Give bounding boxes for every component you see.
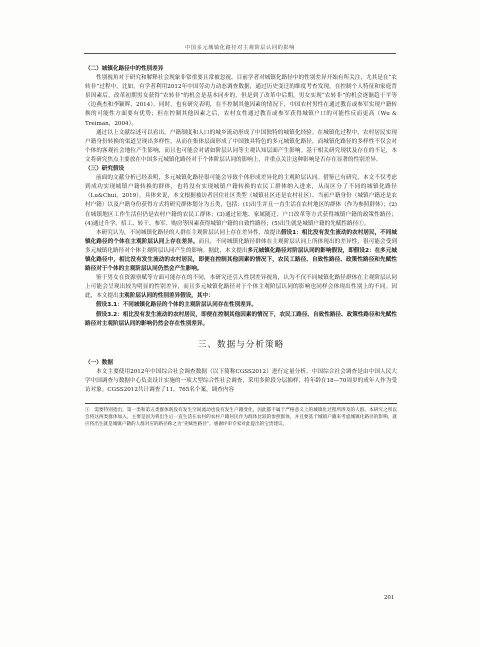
paragraph-data: 本文主要使用2012年中国综合社会调查数据（以下简称CGSS2012）进行定量分析。中国综合社会调查是由中国人民大学中国调查与数据中心负责设计实施的一项大型综合性社会调查，采用多阶段分层抽样，将年龄在18—70周岁的成年人作为受访对象。CGSS2012共计调查了11，765名个案，调查内容 [85, 368, 397, 393]
running-head: 中国多元城镇化路径对主观阶层认同的影响 [185, 45, 295, 51]
page-number: 201 [384, 595, 395, 601]
paragraph-hypotheses-1-2 [85, 229, 397, 274]
section-heading-data-strategy: 三、数据与分析策略 [197, 339, 285, 350]
paragraph-literature-summary: 通过以上文献综述可以看出，户籍制度和人口的城乡流动形成了中国独特的城镇化经验。在城镇化过程中，农村居民实现户籍身份转换的渠道呈现出多样性，从而在集体层面形成了中国独具特色的多元城镇化路径，而城镇化路径的多样性不仅会对个体的客观社会地位产生影响，而且也可能会对诸如阶层认同等主观认知层面产生影响。基于相关研究现状及存在的不足，本文将研究焦点主要放在中国多元城镇化路径对于个体阶层认同的影响上，并重点关注这种影响是否存在显著的性别差异。 [85, 129, 397, 163]
hypothesis-3-2: 假设3.2：相比没有发生流动的农村居民，即便在控制其他因素的情况下，农民工路径、自致性路径、政策性路径和先赋性路径对主观阶层认同的影响仍然会存在性别差异。 [85, 311, 397, 327]
paragraph-gender-hypotheses [85, 274, 397, 301]
subsection-heading-data: （一）数据 [85, 359, 113, 366]
paragraph-gender-literature: 性别视角对于研究和解释社会现象非常重要且常被忽视。目前学者对城镇化路径中的性别差异开始有所关注，尤其是在“农转非”过程中。比如，有学者利用2012年中国劳动力动态调查数据，通过历史变迁的维度考查发现，在控制个人特征和家庭背景因素后，改革初期男女获得“农转非”的机会是基本同步的，但是到了改革中后期，男女实现“农转非”的机会逐渐趋于平等（边燕杰和李颖晖，2014）。同时，也有研究表明，在不控制其他因素的情况下，中国农村男性在通过教育或参军实现户籍转换的可能性方面要有优势；但在控制其他因素之后，农村女性通过教育或参军获得城镇户口的可能性反而更高（Wu & Treiman，2004）。 [85, 75, 397, 127]
footnote-1: ① 需要特别指出，第一类和第五类群体既没有发生空间流动也没有发生户籍变化，因此都不属于严格意义上的城镇化过程所涉及的人群。本研究之所以会将这两类群体加入，主要是因为将出生后一直生活在农村的农村户籍居民作为群体比较的参照群体，并且要基于城镇户籍来考虑城镇化路径的影响，就应将出生就是城镇户籍的人群对应的路径称之为“先赋性路径”。感谢评审专家对此提出的宝贵建议。 [85, 408, 397, 428]
hyp-intro-text: 本研究认为，不同城镇化路径的人群在主观阶层认同上存在差异性，故提出 [96, 229, 281, 236]
hypothesis-1: 假设1：相比没有发生流动的农村居民，不同城镇化路径的个体在主观阶层认同上存在差异。 [85, 229, 397, 245]
hypothesis-2: 多元城镇化路径对阶层认同的影响假设，即假设2：在多元城镇化路径中，相比没有发生流动的农村居民，即便在控制其他因素的情况下，农民工路径、自致性路径、政策性路径和先赋性路径对于个体的主观阶层认同仍然会产生影响。 [85, 247, 397, 273]
hypothesis-3-1: 假设3.1：不同城镇化路径的个体的主观阶层认同存在性别差异。 [96, 302, 257, 309]
header-rule [84, 53, 396, 54]
gender-hyp-heading: 主观阶层认同的性别差异假设，其中： [118, 293, 214, 300]
page-body [85, 65, 397, 428]
hyp-mid-text: 而且，不同城镇化路径群体在主观阶层认同上所体现出的差异性，很可能会受到多元城镇化路径对个体主观阶层认同产生的影响。据此，本文提出 [85, 238, 397, 254]
gender-hyp-text: 鉴于男女在资源禀赋等方面可能存在的不同，本研究还引入性别差异视角，认为不仅不同城镇化路径群体在主观阶层认同上可能会呈现出较为明显的性别差异，而且多元城镇化路径对于个体主观阶层认同的影响也同样会体现出性别上的不同。因此，本文提出 [85, 275, 397, 300]
footnote-rule [85, 403, 397, 404]
paragraph-urbanization-paths: 前面的文献分析已经表明，多元城镇化路径很可能会导致个体形成差异化的主观阶层认同。借鉴已有研究，本文不仅考虑到成功实现城镇户籍转换的群体，也将没有实现城镇户籍转换的农民工群体纳入进来，从而区分了不同的城镇化路径（Lu&Chui，2019）。具体来说，本文根据被访者居住社区类型（城镇社区还是农村社区）、当前户籍身份（城镇户籍还是农村户籍）以及户籍身份获得方式将研究群体划分为五类，包括：(1)出生并且一直生活在农村地区的群体（作为参照群体）；(2)在城镇地区工作生活但仍是农村户籍的农民工群体；(3)通过征地、家属随迁、户口改革等方式获得城镇户籍的政策性路径；(4)通过升学、招工、转干、参军、购房等因素获得城镇户籍的自致性路径；(5)出生就是城镇户籍的先赋性路径①。 [85, 175, 397, 227]
subsection-heading-gender: （二）城镇化路径中的性别差异 [85, 66, 164, 72]
subsection-heading-hypotheses: （三）研究假设 [85, 166, 125, 173]
